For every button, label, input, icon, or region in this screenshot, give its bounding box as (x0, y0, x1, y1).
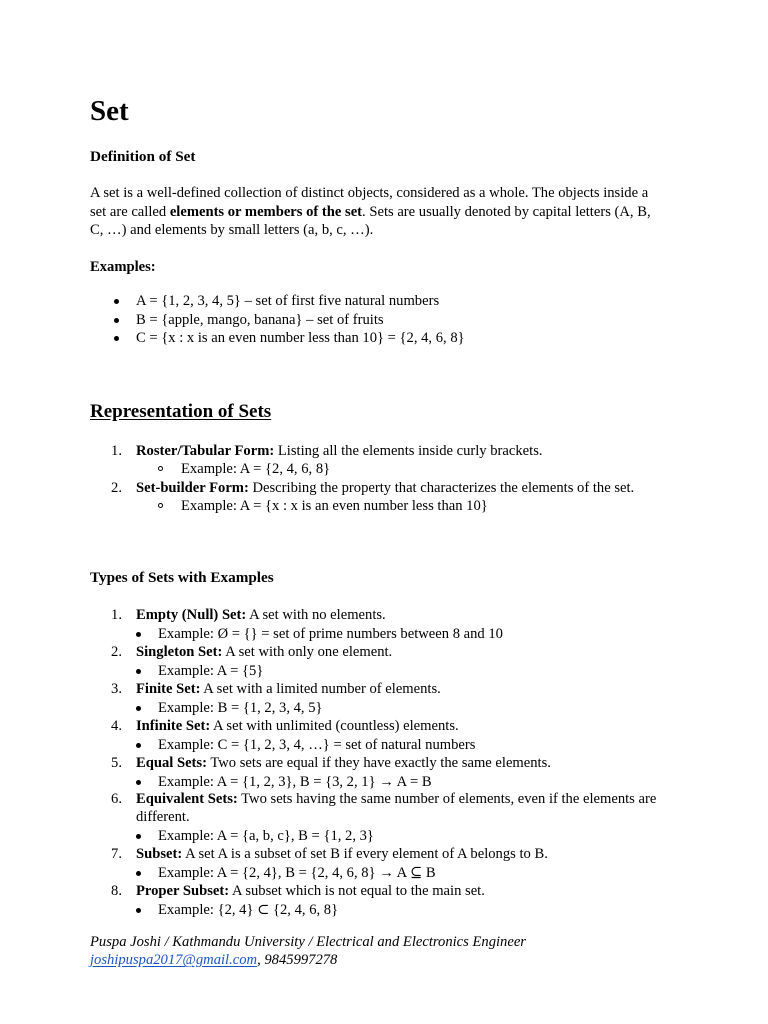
list-number: 2. (111, 644, 122, 660)
bullet-icon (114, 299, 119, 304)
representation-example: Example: A = {2, 4, 6, 8} (181, 461, 331, 477)
definition-text: . Sets are usually denoted by capital letters (A, B, (362, 204, 651, 220)
item-term: Empty (Null) Set: (136, 607, 247, 623)
type-example: Example: Ø = {} = set of prime numbers between 8 and 10 (158, 626, 503, 642)
item-term: Finite Set: (136, 681, 201, 697)
item-text: A set A is a subset of set B if every element of A belongs to B. (182, 846, 548, 862)
example-item: C = {x : x is an even number less than 10} = {2, 4, 6, 8} (136, 330, 465, 346)
page-title: Set (90, 95, 129, 127)
item-term: Proper Subset: (136, 883, 230, 899)
definition-line-3: C, …) and elements by small letters (a, b, c, …). (90, 222, 374, 238)
bullet-icon (136, 706, 141, 711)
list-number: 1. (111, 443, 122, 459)
representation-heading: Representation of Sets (90, 401, 272, 422)
bullet-icon (136, 632, 141, 637)
list-number: 7. (111, 846, 122, 862)
type-item (136, 643, 392, 661)
bullet-icon (114, 336, 119, 341)
definition-line-2 (90, 203, 651, 221)
footer-phone: , 9845997278 (257, 952, 338, 968)
type-item (136, 790, 656, 808)
item-term: Subset: (136, 846, 183, 862)
item-term: Singleton Set: (136, 644, 223, 660)
example-item: A = {1, 2, 3, 4, 5} – set of first five natural numbers (136, 293, 440, 309)
bullet-icon (136, 834, 141, 839)
type-example: Example: A = {1, 2, 3}, B = {3, 2, 1} → A = B (158, 774, 432, 790)
footer-contact (90, 951, 337, 969)
item-term: Infinite Set: (136, 718, 211, 734)
circle-bullet-icon (158, 503, 163, 508)
circle-bullet-icon (158, 466, 163, 471)
type-item (136, 717, 459, 735)
type-example: Example: A = {2, 4}, B = {2, 4, 6, 8} → A ⊆ B (158, 865, 436, 881)
item-text: Describing the property that characterizes the elements of the set. (248, 480, 635, 496)
representation-example: Example: A = {x : x is an even number less than 10} (181, 498, 488, 514)
definition-line-1: A set is a well-defined collection of distinct objects, considered as a whole. The objects inside a (90, 185, 649, 201)
definition-text: set are called (90, 204, 170, 220)
list-number: 4. (111, 718, 122, 734)
list-number: 8. (111, 883, 122, 899)
definition-bold-term: elements or members of the set (169, 204, 363, 220)
bullet-icon (136, 908, 141, 913)
list-number: 5. (111, 755, 122, 771)
representation-item (136, 442, 543, 460)
type-item (136, 845, 548, 863)
bullet-icon (136, 780, 141, 785)
list-number: 2. (111, 480, 122, 496)
bullet-icon (136, 871, 141, 876)
item-text: A set with only one element. (222, 644, 393, 660)
representation-item (136, 479, 634, 497)
footer-author: Puspa Joshi / Kathmandu University / Electrical and Electronics Engineer (90, 934, 526, 950)
bullet-icon (136, 743, 141, 748)
type-item (136, 882, 485, 900)
type-example: Example: {2, 4} ⊂ {2, 4, 6, 8} (158, 902, 339, 918)
item-text: A set with unlimited (countless) elements. (210, 718, 459, 734)
examples-label: Examples: (90, 259, 156, 275)
bullet-icon (136, 669, 141, 674)
example-item: B = {apple, mango, banana} – set of fruits (136, 312, 384, 328)
item-term: Set-builder Form: (136, 480, 249, 496)
list-number: 1. (111, 607, 122, 623)
item-text: A subset which is not equal to the main set. (229, 883, 485, 899)
item-term: Equal Sets: (136, 755, 207, 771)
definition-heading: Definition of Set (90, 148, 196, 165)
item-term: Equivalent Sets: (136, 791, 238, 807)
type-example: Example: B = {1, 2, 3, 4, 5} (158, 700, 323, 716)
type-item (136, 606, 386, 624)
type-example: Example: C = {1, 2, 3, 4, …} = set of natural numbers (158, 737, 476, 753)
type-item (136, 754, 551, 772)
type-item-continuation: different. (136, 809, 190, 825)
footer-email-link[interactable]: joshipuspa2017@gmail.com (90, 952, 258, 968)
item-text: A set with no elements. (246, 607, 386, 623)
types-heading: Types of Sets with Examples (90, 569, 274, 586)
item-text: Listing all the elements inside curly brackets. (274, 443, 543, 459)
type-item (136, 680, 441, 698)
item-text: Two sets are equal if they have exactly the same elements. (206, 755, 551, 771)
list-number: 3. (111, 681, 122, 697)
item-text: Two sets having the same number of elements, even if the elements are (237, 791, 657, 807)
type-example: Example: A = {a, b, c}, B = {1, 2, 3} (158, 828, 374, 844)
type-example: Example: A = {5} (158, 663, 264, 679)
item-text: A set with a limited number of elements. (200, 681, 441, 697)
item-term: Roster/Tabular Form: (136, 443, 275, 459)
bullet-icon (114, 318, 119, 323)
list-number: 6. (111, 791, 122, 807)
